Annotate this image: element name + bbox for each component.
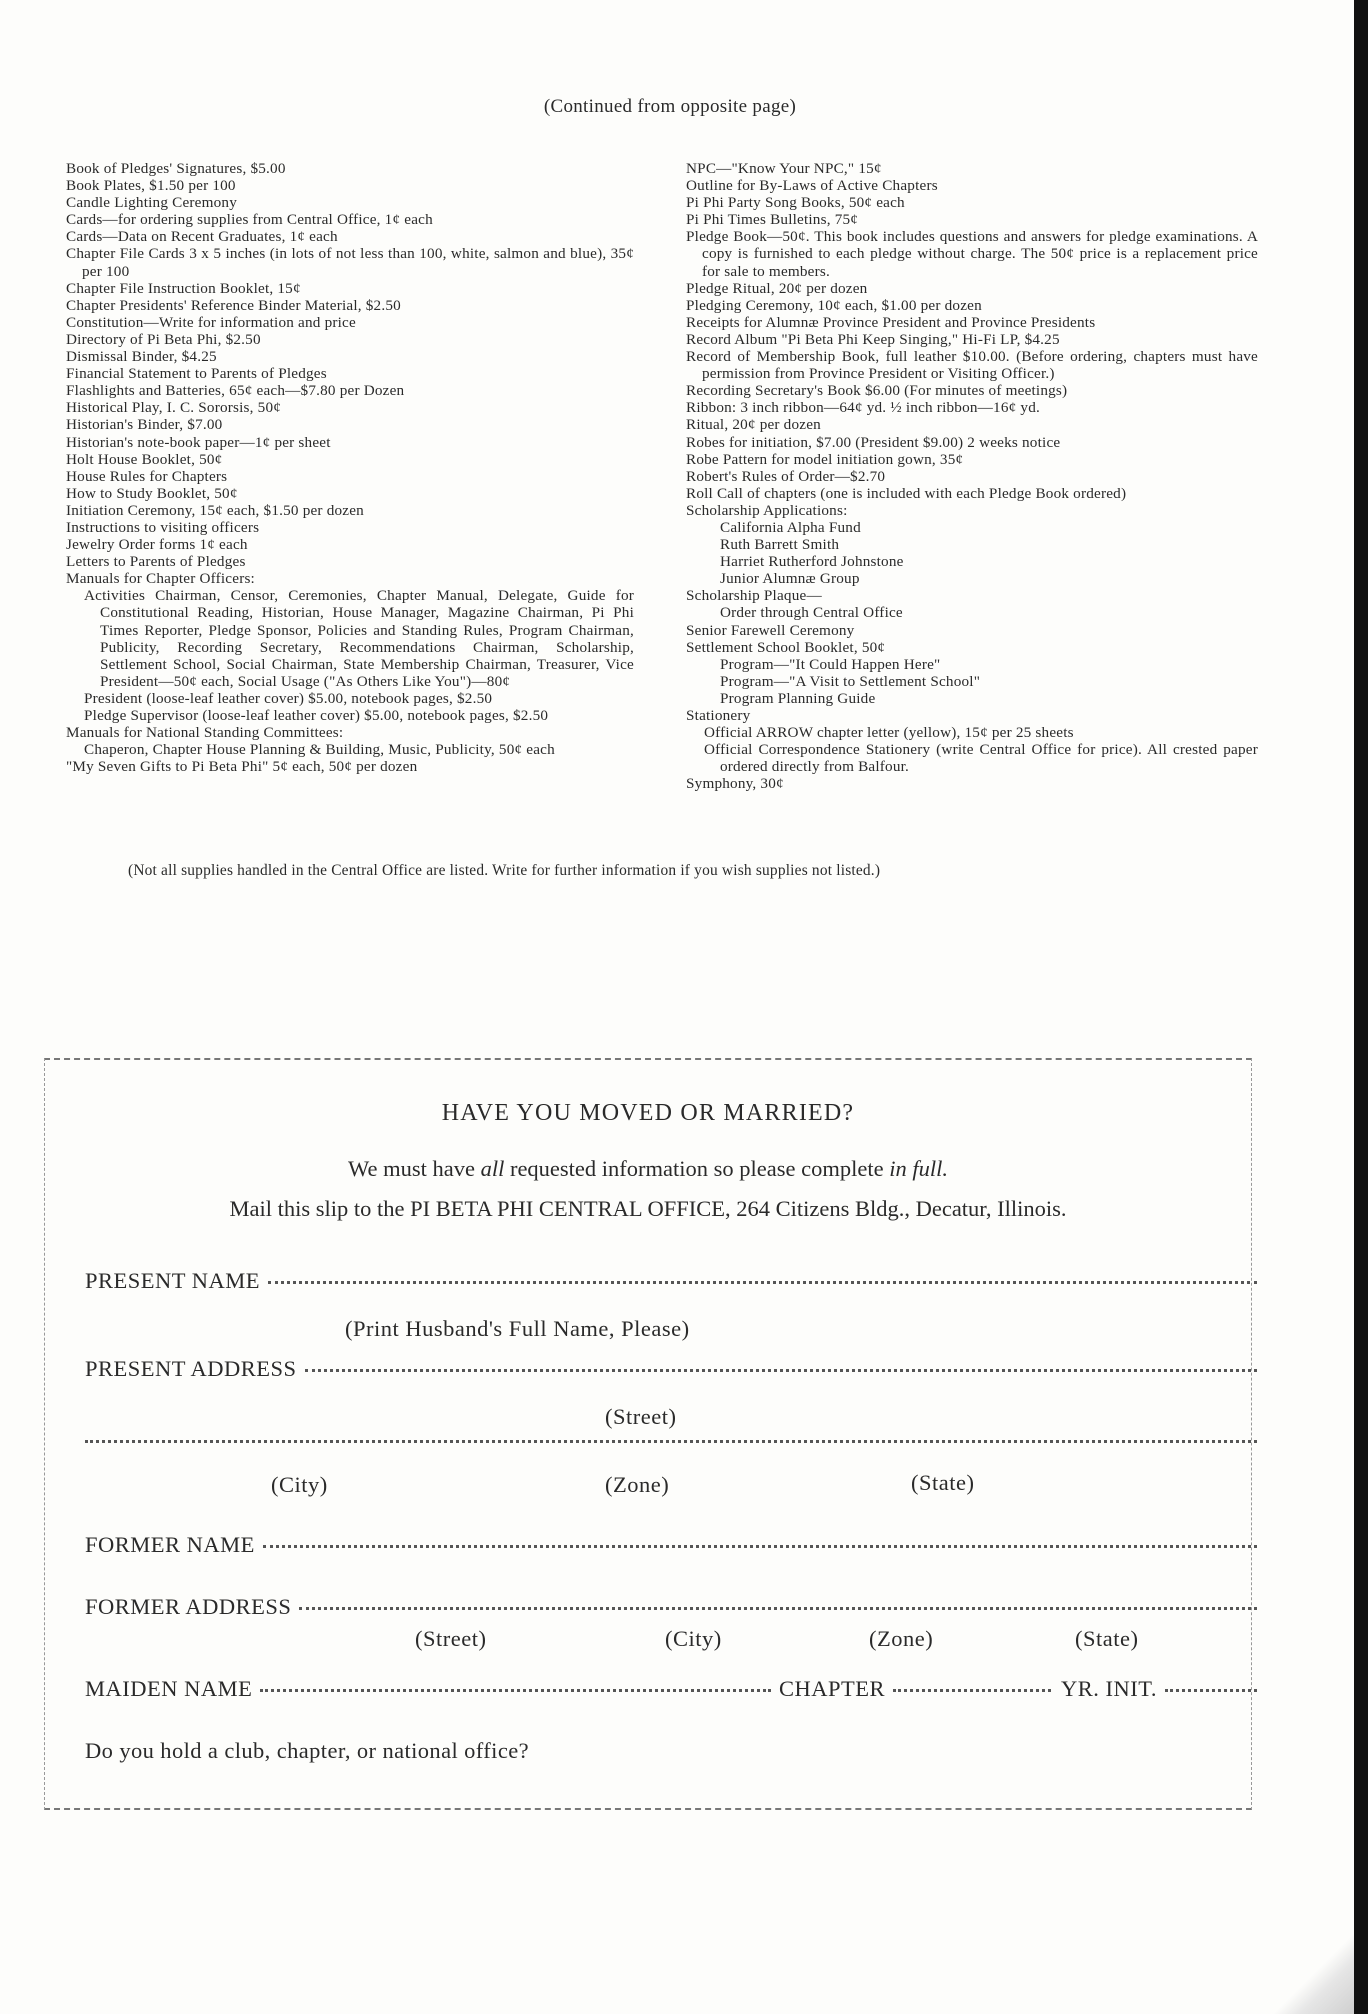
maiden-name-line[interactable] (260, 1689, 771, 1692)
supplies-footnote: (Not all supplies handled in the Central Office are listed. Write for further information if you wish supplies not listed.) (128, 862, 881, 879)
supply-item: Initiation Ceremony, 15¢ each, $1.50 per dozen (66, 501, 364, 519)
office-question: Do you hold a club, chapter, or national office? (85, 1738, 529, 1763)
supply-item: Recording Secretary's Book $6.00 (For minutes of meetings) (686, 382, 1068, 400)
present-address-field[interactable] (85, 1356, 1257, 1382)
yr-init-line[interactable] (1165, 1689, 1257, 1692)
instruction-text: We must have (348, 1156, 481, 1181)
supply-item: Constitution—Write for information and price (66, 313, 356, 331)
supply-item: Stationery (686, 707, 751, 724)
supply-item: Pledge Supervisor (loose-leaf leather cover) $5.00, notebook pages, $2.50 (84, 707, 549, 724)
former-city-hint: (City) (665, 1626, 722, 1651)
supplies-list-left (66, 160, 634, 775)
present-state-hint: (State) (911, 1470, 975, 1495)
supply-item: Record of Membership Book, full leather $10.00. (Before ordering, chapters must have permission from Province President or Visiting Officer.) (686, 348, 1258, 383)
former-name-label: FORMER NAME (85, 1532, 255, 1557)
supply-item: Robert's Rules of Order—$2.70 (686, 467, 886, 485)
supply-item: Settlement School Booklet, 50¢ (686, 638, 886, 656)
supply-item: House Rules for Chapters (66, 467, 228, 485)
supply-item: Outline for By-Laws of Active Chapters (686, 177, 938, 195)
supply-item: Robes for initiation, $7.00 (President $9.00) 2 weeks notice (686, 433, 1061, 451)
yr-init-label: YR. INIT. (1061, 1676, 1157, 1701)
page-corner-curl (1264, 1924, 1354, 2014)
supply-item: Manuals for Chapter Officers: (66, 570, 255, 588)
supplies-list-right (686, 160, 1258, 792)
supply-item: Cards—for ordering supplies from Central Office, 1¢ each (66, 211, 433, 229)
slip-instruction (45, 1156, 1251, 1182)
supply-item: Dismissal Binder, $4.25 (66, 348, 217, 366)
supply-item: Ritual, 20¢ per dozen (686, 416, 821, 434)
chapter-label: CHAPTER (779, 1676, 886, 1701)
supply-item: Symphony, 30¢ (686, 775, 784, 793)
former-zone-hint: (Zone) (869, 1626, 934, 1651)
maiden-name-row[interactable] (85, 1676, 1257, 1702)
former-street-hint: (Street) (415, 1626, 487, 1651)
present-city-line[interactable] (85, 1440, 1257, 1443)
former-state-hint: (State) (1075, 1626, 1139, 1651)
slip-title: HAVE YOU MOVED OR MARRIED? (441, 1100, 855, 1126)
present-city-hint: (City) (271, 1472, 328, 1497)
present-street-hint: (Street) (605, 1404, 677, 1429)
supply-item: Instructions to visiting officers (66, 518, 260, 536)
supply-item: Book Plates, $1.50 per 100 (66, 177, 236, 195)
maiden-name-label: MAIDEN NAME (85, 1676, 253, 1701)
page-heading: (Continued from opposite page) (543, 96, 797, 117)
supply-item: Scholarship Applications: (686, 501, 848, 519)
present-address-line[interactable] (305, 1369, 1257, 1372)
present-name-label: PRESENT NAME (85, 1268, 260, 1293)
supply-item: Historical Play, I. C. Sororsis, 50¢ (66, 399, 282, 417)
present-name-hint: (Print Husband's Full Name, Please) (345, 1316, 690, 1341)
slip-mail-instruction: Mail this slip to the PI BETA PHI CENTRAL OFFICE, 264 Citizens Bldg., Decatur, Illinois. (229, 1196, 1067, 1221)
supply-item: Pi Phi Party Song Books, 50¢ each (686, 194, 905, 212)
supply-item: Official ARROW chapter letter (yellow), 15¢ per 25 sheets (704, 724, 1074, 742)
present-address-label: PRESENT ADDRESS (85, 1356, 297, 1381)
former-name-field[interactable] (85, 1532, 1257, 1558)
supply-item: Flashlights and Batteries, 65¢ each—$7.80 per Dozen (66, 382, 405, 400)
supply-item: Chaperon, Chapter House Planning & Building, Music, Publicity, 50¢ each (84, 741, 555, 759)
chapter-line[interactable] (893, 1689, 1051, 1692)
supply-item: Junior Alumnæ Group (720, 570, 860, 588)
supply-item: Holt House Booklet, 50¢ (66, 450, 223, 468)
supply-item: Robe Pattern for model initiation gown, 35¢ (686, 450, 964, 468)
supply-item: Ruth Barrett Smith (720, 536, 840, 554)
former-address-line[interactable] (299, 1607, 1257, 1610)
present-zone-hint: (Zone) (605, 1472, 670, 1497)
former-address-label: FORMER ADDRESS (85, 1594, 292, 1619)
supply-item: Cards—Data on Recent Graduates, 1¢ each (66, 228, 338, 246)
change-of-address-slip (44, 1058, 1252, 1810)
supply-item: Historian's Binder, $7.00 (66, 416, 223, 434)
supply-item: Pledge Book—50¢. This book includes questions and answers for pledge examinations. A copy is furnished to each pledge without charge. The 50¢ price is a replacement price for sale to members. (686, 228, 1258, 280)
supply-item: Chapter File Cards 3 x 5 inches (in lots of not less than 100, white, salmon and blue), 35¢ per 100 (66, 245, 634, 280)
supply-item: Chapter File Instruction Booklet, 15¢ (66, 279, 301, 297)
former-address-field[interactable] (85, 1594, 1257, 1620)
supply-item: Manuals for National Standing Committees: (66, 724, 344, 742)
supply-item: "My Seven Gifts to Pi Beta Phi" 5¢ each, 50¢ per dozen (66, 758, 418, 776)
supply-item: Chapter Presidents' Reference Binder Material, $2.50 (66, 296, 401, 314)
supply-item: Financial Statement to Parents of Pledges (66, 365, 327, 383)
supply-item: President (loose-leaf leather cover) $5.00, notebook pages, $2.50 (84, 689, 493, 707)
instruction-emphasis: in full. (889, 1156, 948, 1181)
supply-item: Program Planning Guide (720, 689, 876, 707)
supply-item: Program—"A Visit to Settlement School" (720, 672, 981, 690)
supply-item: Order through Central Office (720, 604, 903, 622)
supply-item: Program—"It Could Happen Here" (720, 655, 941, 673)
supply-item: Historian's note-book paper—1¢ per sheet (66, 433, 331, 451)
supply-item: Pledge Ritual, 20¢ per dozen (686, 279, 868, 297)
supply-item: Pi Phi Times Bulletins, 75¢ (686, 211, 859, 229)
present-name-field[interactable] (85, 1268, 1257, 1294)
supply-item: California Alpha Fund (720, 518, 861, 536)
supply-item: Candle Lighting Ceremony (66, 194, 237, 212)
supply-item: Jewelry Order forms 1¢ each (66, 536, 248, 554)
supply-item: Record Album "Pi Beta Phi Keep Singing," Hi-Fi LP, $4.25 (686, 330, 1060, 348)
supply-item: Scholarship Plaque— (686, 587, 822, 605)
supply-item: How to Study Booklet, 50¢ (66, 484, 238, 502)
supply-item: Harriet Rutherford Johnstone (720, 553, 904, 571)
supply-item: NPC—"Know Your NPC," 15¢ (686, 160, 882, 177)
supply-item: Ribbon: 3 inch ribbon—64¢ yd. ½ inch ribbon—16¢ yd. (686, 399, 1041, 417)
instruction-text: requested information so please complete (504, 1156, 890, 1181)
supply-item: Directory of Pi Beta Phi, $2.50 (66, 330, 261, 348)
supply-item: Book of Pledges' Signatures, $5.00 (66, 160, 286, 177)
supply-item: Senior Farewell Ceremony (686, 621, 855, 639)
page-edge-shadow (1354, 0, 1368, 2014)
supply-item: Official Correspondence Stationery (write Central Office for price). All crested paper ordered directly from Balfour. (704, 741, 1258, 776)
instruction-emphasis: all (480, 1156, 505, 1181)
supply-item: Letters to Parents of Pledges (66, 553, 246, 571)
present-name-line[interactable] (268, 1281, 1257, 1284)
supply-item: Receipts for Alumnæ Province President and Province Presidents (686, 313, 1096, 331)
present-city-field[interactable] (85, 1444, 1257, 1447)
supply-item: Activities Chairman, Censor, Ceremonies, Chapter Manual, Delegate, Guide for Constitutional Reading, Historian, House Manager, Magazine Chairman, Pi Phi Times Reporter, Pledge Sponsor, Policies and Standing Rules, Program Chairman, Publicity, Recording Secretary, Recommendations Chairman, Scholarship, Settlement School, Social Chairman, State Membership Chairman, Treasurer, Vice President—50¢ each, Social Usage ("As Others Like You")—80¢ (84, 587, 634, 690)
supply-item: Roll Call of chapters (one is included with each Pledge Book ordered) (686, 484, 1127, 502)
supply-item: Pledging Ceremony, 10¢ each, $1.00 per dozen (686, 296, 982, 314)
former-name-line[interactable] (263, 1545, 1257, 1548)
